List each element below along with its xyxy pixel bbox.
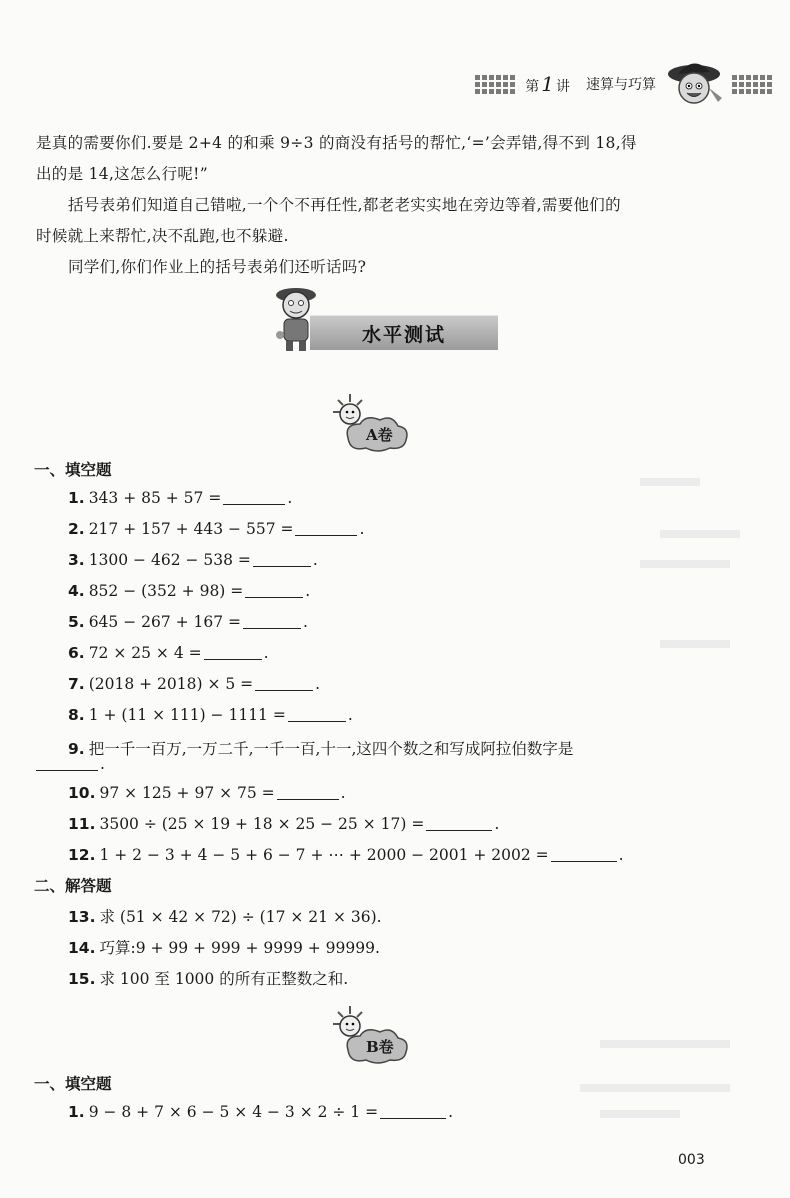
section-problems-a: 二、解答题 [34, 877, 112, 895]
question-a-15: 15. 求 100 至 1000 的所有正整数之和. [68, 970, 349, 988]
answer-blank[interactable] [380, 1117, 446, 1119]
question-a-7: 7. (2018 + 2018) × 5 = . [68, 675, 321, 693]
answer-blank[interactable] [253, 565, 311, 567]
question-a-2: 2. 217 + 157 + 443 − 557 = . [68, 520, 365, 538]
story-paragraph-1: 是真的需要你们.要是 2+4 的和乘 9÷3 的商没有括号的帮忙,‘=’会弄错,得不到 18,得 出的是 14,这怎么行呢!” [36, 134, 637, 183]
paper-b-label: B卷 [366, 1038, 394, 1056]
paper-a-label: A卷 [366, 426, 393, 444]
question-a-13: 13. 求 (51 × 42 × 72) ÷ (17 × 21 × 36). [68, 908, 382, 926]
mascot-face-icon [664, 58, 726, 110]
answer-blank[interactable] [223, 503, 285, 505]
question-a-5: 5. 645 − 267 + 167 = . [68, 613, 308, 631]
answer-blank[interactable] [255, 689, 313, 691]
question-a-9-continuation: . [36, 755, 105, 773]
question-a-10: 10. 97 × 125 + 97 × 75 = . [68, 784, 346, 802]
page-number: 003 [678, 1152, 705, 1168]
question-a-9: 9. 把一千一百万,一万二千,一千一百,十一,这四个数之和写成阿拉伯数字是 [68, 740, 574, 758]
running-header [475, 58, 772, 110]
answer-blank[interactable] [204, 658, 262, 660]
section-fill-in-a: 一、填空题 [34, 461, 112, 479]
question-a-14: 14. 巧算:9 + 99 + 999 + 9999 + 99999. [68, 939, 380, 957]
paper-a-badge [330, 390, 440, 460]
paper-b-badge [330, 1002, 440, 1072]
answer-blank[interactable] [243, 627, 301, 629]
header-dot-pattern-right [732, 75, 772, 94]
question-a-3: 3. 1300 − 462 − 538 = . [68, 551, 318, 569]
answer-blank[interactable] [288, 720, 346, 722]
question-a-12: 12. 1 + 2 − 3 + 4 − 5 + 6 − 7 + ⋯ + 2000 − 2001 + 2002 = . [68, 846, 624, 864]
answer-blank[interactable] [426, 829, 492, 831]
banner-title: 水平测试 [361, 324, 446, 346]
section-banner [270, 283, 500, 353]
answer-blank[interactable] [295, 534, 357, 536]
question-a-1: 1. 343 + 85 + 57 = . [68, 489, 293, 507]
question-b-1: 1. 9 − 8 + 7 × 6 − 5 × 4 − 3 × 2 ÷ 1 = . [68, 1103, 454, 1121]
answer-blank[interactable] [551, 860, 617, 862]
answer-blank[interactable] [245, 596, 303, 598]
answer-blank[interactable] [36, 769, 98, 771]
question-a-11: 11. 3500 ÷ (25 × 19 + 18 × 25 − 25 × 17) = . [68, 815, 500, 833]
question-a-4: 4. 852 − (352 + 98) = . [68, 582, 311, 600]
chapter-title: 速算与巧算 [586, 77, 656, 93]
section-fill-in-b: 一、填空题 [34, 1075, 112, 1093]
answer-blank[interactable] [277, 798, 339, 800]
story-paragraph-3: 同学们,你们作业上的括号表弟们还听话吗? [68, 258, 367, 276]
story-paragraph-2: 括号表弟们知道自己错啦,一个个不再任性,都老老实实地在旁边等着,需要他们的 时候就上来帮忙,决不乱跑,也不躲避. [36, 196, 621, 245]
question-a-6: 6. 72 × 25 × 4 = . [68, 644, 269, 662]
header-dot-pattern-left [475, 75, 515, 94]
question-a-8: 8. 1 + (11 × 111) − 1111 = . [68, 706, 353, 724]
lecture-number: 第 1 讲 [525, 72, 570, 96]
